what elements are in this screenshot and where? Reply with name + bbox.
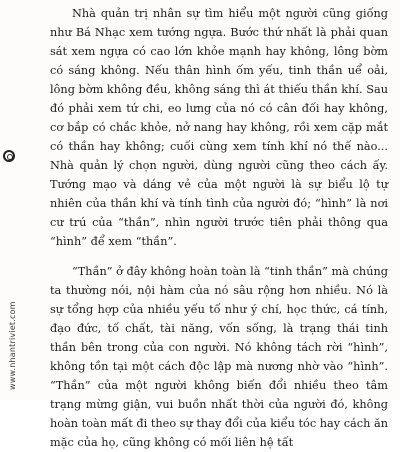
body-text-block-2 [50, 262, 388, 452]
paragraph-1: Nhà quản trị nhân sự tìm hiểu một người cũng giống như Bá Nhạc xem tướng ngựa. Bước thứ nhất là phải quan sát xem ngựa có cao lớn khỏe mạnh hay không, lông bờm có sáng không. Nếu thân hình ốm yếu, tinh thần uể oải, lông bờm không đều, không sáng thì át thiếu thần khí. Sau đó phải xem tứ chi, eo lưng của nó có cân đối hay không, cơ bắp có chắc khỏe, nở nang hay không, rồi xem cặp mắt có thần hay không; cuối cùng xem tính khí nó thế nào... Nhà quản lý chọn người, dùng người cũng theo cách ấy. Tướng mạo và dáng vẻ của một người là sự biểu lộ tự nhiên của thần khí và tính tình của người đó; “hình” là nơi cư trú của “thần”, nhìn người trước tiên phải thông qua “hình” để xem “thần”. [50, 7, 388, 248]
paragraph-2: “Thần” ở đây không hoàn toàn là “tinh thần” mà chúng ta thường nói, nội hàm của nó sâu rộng hơn nhiều. Nó là sự tổng hợp của nhiều yếu tố như ý chí, học thức, cá tính, đạo đức, tố chất, tài năng, vốn sống, là trạng thái tinh thần bên trong của con người. Nó không tách rời “hình”, không tồn tại một cách độc lập mà nương nhờ vào “hình”. “Thần” của một người không biến đổi nhiều theo tâm trạng mừng giận, vui buồn nhất thời của người đó, không hoàn toàn mất đi theo sự thay đổi của kiểu tóc hay cách ăn mặc của họ, cũng không có mối liên hệ tất [50, 265, 388, 449]
margin-website-label [6, 160, 20, 390]
body-text-block-1 [50, 4, 388, 251]
website-text: www.nhantriviet.com [8, 301, 17, 390]
